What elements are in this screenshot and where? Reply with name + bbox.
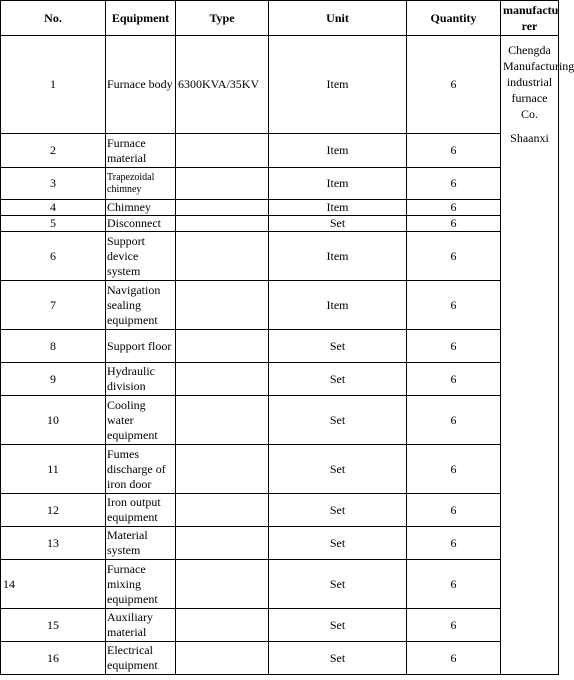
table-row: [1, 232, 559, 281]
cell-no: 14: [1, 560, 106, 609]
table-row: [1, 363, 559, 396]
cell-no: 5: [1, 216, 106, 232]
manufacturer-empty-cell: [501, 560, 559, 609]
manufacturer-empty-cell: [501, 642, 559, 675]
manufacturer-empty-cell: [501, 363, 559, 396]
cell-quantity: 6: [407, 281, 501, 330]
cell-type: [176, 168, 269, 200]
cell-quantity: 6: [407, 36, 501, 134]
cell-unit: Set: [269, 527, 407, 560]
cell-quantity: 6: [407, 330, 501, 363]
cell-unit: Item: [269, 232, 407, 281]
cell-unit: Set: [269, 216, 407, 232]
cell-unit: Item: [269, 200, 407, 216]
table-row: [1, 216, 559, 232]
cell-unit: Item: [269, 134, 407, 168]
cell-unit: Set: [269, 642, 407, 675]
cell-equipment: Navigation sealing equipment: [106, 281, 176, 330]
cell-equipment: Auxiliary material: [106, 609, 176, 642]
cell-type: [176, 445, 269, 494]
cell-no: 8: [1, 330, 106, 363]
cell-equipment: Iron output equipment: [106, 494, 176, 527]
header-row: [1, 1, 559, 36]
cell-no: 1: [1, 36, 106, 134]
cell-quantity: 6: [407, 396, 501, 445]
cell-equipment: Trapezoidal chimney: [106, 168, 176, 200]
cell-equipment: Furnace body: [106, 36, 176, 134]
cell-equipment: Furnace material: [106, 134, 176, 168]
cell-equipment: Electrical equipment: [106, 642, 176, 675]
header-equipment: Equipment: [106, 1, 176, 36]
table-row: [1, 609, 559, 642]
manufacturer-cell: [501, 36, 574, 168]
manufacturer-empty-cell: [501, 609, 559, 642]
cell-quantity: 6: [407, 494, 501, 527]
cell-type: [176, 134, 269, 168]
cell-no: 2: [1, 134, 106, 168]
cell-equipment: Furnace mixing equipment: [106, 560, 176, 609]
cell-no: 3: [1, 168, 106, 200]
table-row: [1, 200, 559, 216]
cell-quantity: 6: [407, 609, 501, 642]
cell-no: 12: [1, 494, 106, 527]
cell-type: [176, 560, 269, 609]
cell-no: 16: [1, 642, 106, 675]
cell-no: 11: [1, 445, 106, 494]
manufacturer-name: Chengda Manufacturing industrial furnace Co.: [503, 43, 574, 121]
cell-no: 15: [1, 609, 106, 642]
cell-unit: Set: [269, 330, 407, 363]
cell-type: [176, 330, 269, 363]
table-row: [1, 560, 559, 609]
table-row: [1, 168, 559, 200]
manufacturer-empty-cell: [501, 281, 559, 330]
cell-unit: Item: [269, 168, 407, 200]
cell-quantity: 6: [407, 232, 501, 281]
table-row: [1, 134, 559, 168]
table-row: [1, 445, 559, 494]
cell-no: 6: [1, 232, 106, 281]
cell-no: 13: [1, 527, 106, 560]
manufacturer-empty-cell: [501, 527, 559, 560]
cell-unit: Item: [269, 281, 407, 330]
cell-unit: Set: [269, 494, 407, 527]
manufacturer-empty-cell: [501, 396, 559, 445]
cell-equipment: Disconnect: [106, 216, 176, 232]
cell-quantity: 6: [407, 168, 501, 200]
cell-quantity: 6: [407, 560, 501, 609]
cell-no: 7: [1, 281, 106, 330]
cell-unit: Set: [269, 396, 407, 445]
table-row: [1, 396, 559, 445]
table-row: [1, 281, 559, 330]
cell-quantity: 6: [407, 527, 501, 560]
header-no: No.: [1, 1, 106, 36]
cell-equipment: Hydraulic division: [106, 363, 176, 396]
cell-type: 6300KVA/35KV: [176, 36, 269, 134]
cell-no: 4: [1, 200, 106, 216]
cell-quantity: 6: [407, 363, 501, 396]
cell-type: [176, 363, 269, 396]
cell-type: [176, 396, 269, 445]
cell-type: [176, 609, 269, 642]
table-row: [1, 494, 559, 527]
cell-unit: Set: [269, 363, 407, 396]
cell-unit: Set: [269, 445, 407, 494]
cell-type: [176, 494, 269, 527]
header-type: Type: [176, 1, 269, 36]
cell-type: [176, 216, 269, 232]
cell-quantity: 6: [407, 134, 501, 168]
cell-unit: Set: [269, 560, 407, 609]
cell-type: [176, 527, 269, 560]
cell-unit: Set: [269, 609, 407, 642]
cell-equipment: Cooling water equipment: [106, 396, 176, 445]
cell-type: [176, 281, 269, 330]
manufacturer-empty-cell: [501, 232, 559, 281]
cell-equipment: Support device system: [106, 232, 176, 281]
table-row: [1, 642, 559, 675]
table-row: [1, 527, 559, 560]
manufacturer-empty-cell: [501, 216, 559, 232]
cell-type: [176, 200, 269, 216]
cell-unit: Item: [269, 36, 407, 134]
cell-no: 9: [1, 363, 106, 396]
manufacturer-empty-cell: [501, 330, 559, 363]
cell-quantity: 6: [407, 200, 501, 216]
manufacturer-empty-cell: [501, 494, 559, 527]
table-row: [1, 36, 559, 134]
cell-equipment: Fumes discharge of iron door: [106, 445, 176, 494]
header-manufacturer: manufactu rer: [501, 1, 559, 36]
cell-quantity: 6: [407, 216, 501, 232]
cell-equipment: Support floor: [106, 330, 176, 363]
cell-equipment: Chimney: [106, 200, 176, 216]
manufacturer-location: Shaanxi: [510, 131, 549, 145]
cell-no: 10: [1, 396, 106, 445]
manufacturer-empty-cell: [501, 200, 559, 216]
header-quantity: Quantity: [407, 1, 501, 36]
manufacturer-empty-cell: [501, 445, 559, 494]
header-unit: Unit: [269, 1, 407, 36]
cell-quantity: 6: [407, 445, 501, 494]
table-row: [1, 330, 559, 363]
manufacturer-empty-cell: [501, 168, 559, 200]
cell-quantity: 6: [407, 642, 501, 675]
cell-equipment: Material system: [106, 527, 176, 560]
cell-type: [176, 642, 269, 675]
cell-type: [176, 232, 269, 281]
